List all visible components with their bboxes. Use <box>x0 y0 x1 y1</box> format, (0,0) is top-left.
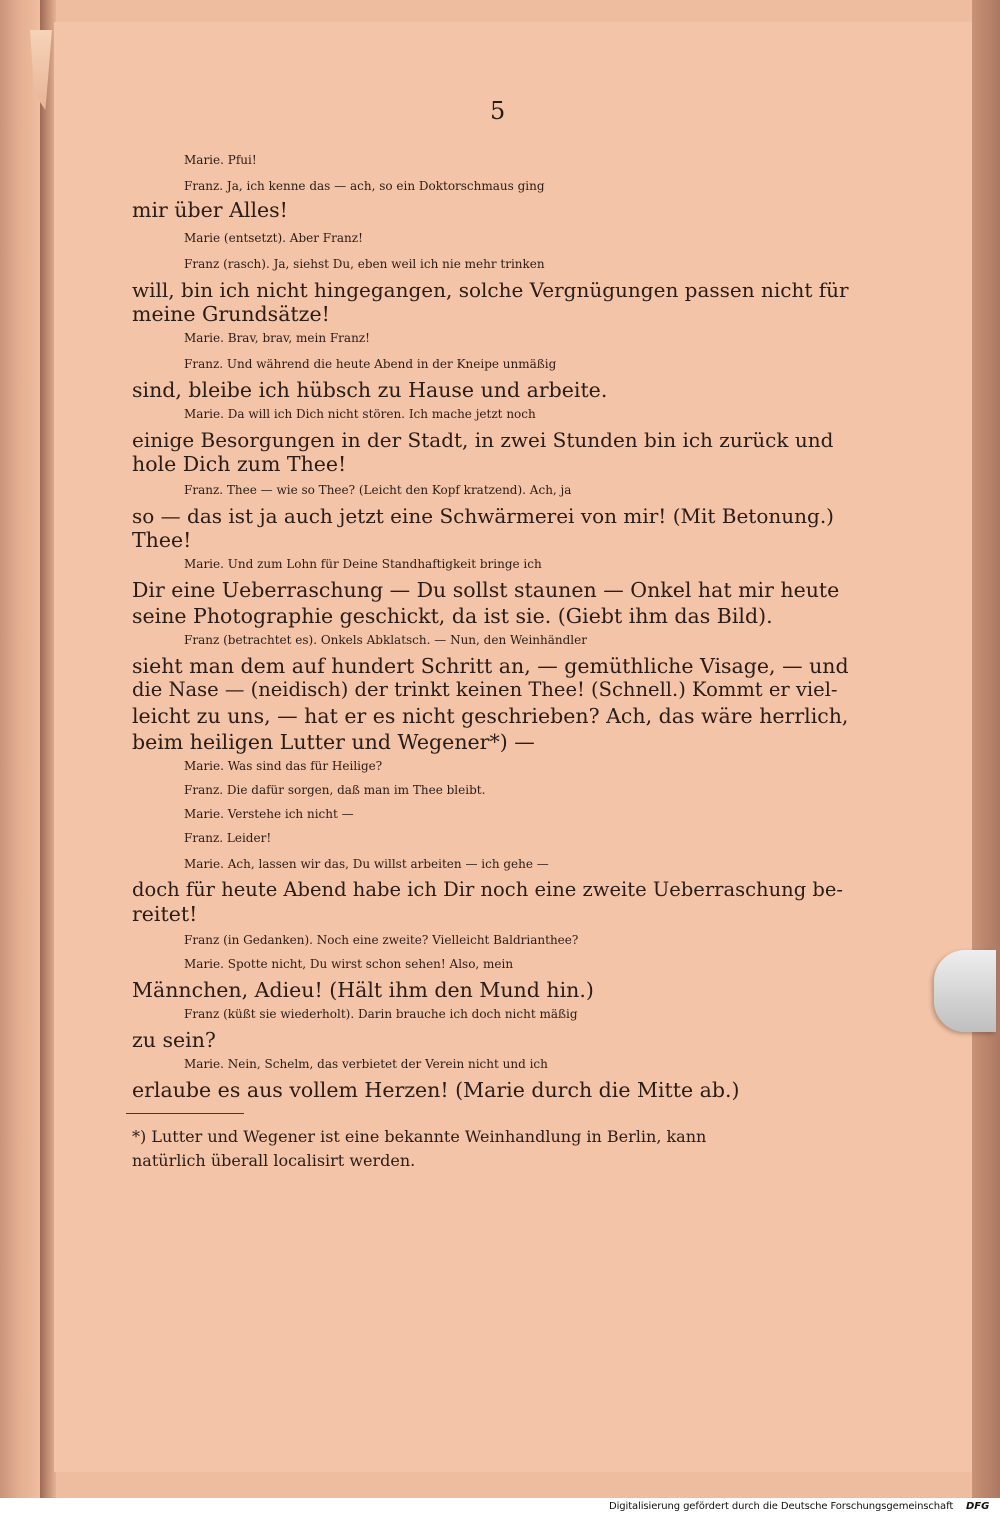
book-clip-tab <box>934 950 996 1032</box>
text-line: Franz. Die dafür sorgen, daß man im Thee bleibt. <box>184 783 486 797</box>
text-line: Marie. Pfui! <box>184 153 257 167</box>
dfg-logo: DFG <box>966 1501 990 1512</box>
digitization-credit: Digitalisierung gefördert durch die Deutsche Forschungsgemeinschaft <box>609 1501 954 1512</box>
text-line: Marie. Ach, lassen wir das, Du willst arbeiten — ich gehe — <box>184 857 549 871</box>
footnote-line: *) Lutter und Wegener ist eine bekannte Weinhandlung in Berlin, kann <box>132 1127 707 1146</box>
text-line: beim heiligen Lutter und Wegener*) — <box>132 730 535 754</box>
text-line: Thee! <box>132 528 192 552</box>
text-line: hole Dich zum Thee! <box>132 452 347 476</box>
text-line: Marie. Da will ich Dich nicht stören. Ich mache jetzt noch <box>184 407 536 421</box>
book-cover-edge <box>972 0 1000 1498</box>
text-line: die Nase — (neidisch) der trinkt keinen Thee! (Schnell.) Kommt er viel- <box>132 678 838 701</box>
text-line: Franz (in Gedanken). Noch eine zweite? Vielleicht Baldrianthee? <box>184 933 579 947</box>
text-line: Marie. Nein, Schelm, das verbietet der Verein nicht und ich <box>184 1057 548 1071</box>
text-line: so — das ist ja auch jetzt eine Schwärmerei von mir! (Mit Betonung.) <box>132 504 834 528</box>
text-line: erlaube es aus vollem Herzen! (Marie durch die Mitte ab.) <box>132 1078 740 1102</box>
page-number: 5 <box>490 97 506 125</box>
text-line: Marie. Brav, brav, mein Franz! <box>184 331 370 345</box>
text-line: reitet! <box>132 902 198 926</box>
footnote-rule <box>126 1113 244 1114</box>
text-line: leicht zu uns, — hat er es nicht geschrieben? Ach, das wäre herrlich, <box>132 704 849 728</box>
text-line: Franz. Und während die heute Abend in der Kneipe unmäßig <box>184 357 557 371</box>
text-line: will, bin ich nicht hingegangen, solche Vergnügungen passen nicht für <box>132 278 849 302</box>
text-line: mir über Alles! <box>132 198 288 222</box>
text-line: Marie. Spotte nicht, Du wirst schon sehen! Also, mein <box>184 957 514 971</box>
text-line: Franz (küßt sie wiederholt). Darin brauche ich doch nicht mäßig <box>184 1007 578 1021</box>
text-line: Marie. Und zum Lohn für Deine Standhaftigkeit bringe ich <box>184 557 542 571</box>
footnote-line: natürlich überall localisirt werden. <box>132 1151 416 1170</box>
text-line: meine Grundsätze! <box>132 302 330 326</box>
text-line: doch für heute Abend habe ich Dir noch eine zweite Ueberraschung be- <box>132 878 844 901</box>
text-line: sieht man dem auf hundert Schritt an, — gemüthliche Visage, — und <box>132 654 849 678</box>
text-line: Marie (entsetzt). Aber Franz! <box>184 231 363 245</box>
text-line: Franz (rasch). Ja, siehst Du, eben weil ich nie mehr trinken <box>184 257 545 271</box>
text-line: sind, bleibe ich hübsch zu Hause und arbeite. <box>132 378 608 402</box>
text-line: einige Besorgungen in der Stadt, in zwei Stunden bin ich zurück und <box>132 428 834 452</box>
text-line: Männchen, Adieu! (Hält ihm den Mund hin.) <box>132 978 594 1002</box>
text-line: Marie. Verstehe ich nicht — <box>184 807 354 821</box>
text-line: Marie. Was sind das für Heilige? <box>184 759 383 773</box>
text-line: Franz. Thee — wie so Thee? (Leicht den Kopf kratzend). Ach, ja <box>184 483 572 497</box>
text-line: Franz (betrachtet es). Onkels Abklatsch. — Nun, den Weinhändler <box>184 633 587 647</box>
text-line: Franz. Ja, ich kenne das — ach, so ein Doktorschmaus ging <box>184 179 545 193</box>
text-line: seine Photographie geschickt, da ist sie. (Giebt ihm das Bild). <box>132 604 773 628</box>
text-line: Franz. Leider! <box>184 831 272 845</box>
facing-page-edge <box>0 0 40 1498</box>
text-line: zu sein? <box>132 1028 216 1052</box>
text-line: Dir eine Ueberraschung — Du sollst staunen — Onkel hat mir heute <box>132 578 840 602</box>
